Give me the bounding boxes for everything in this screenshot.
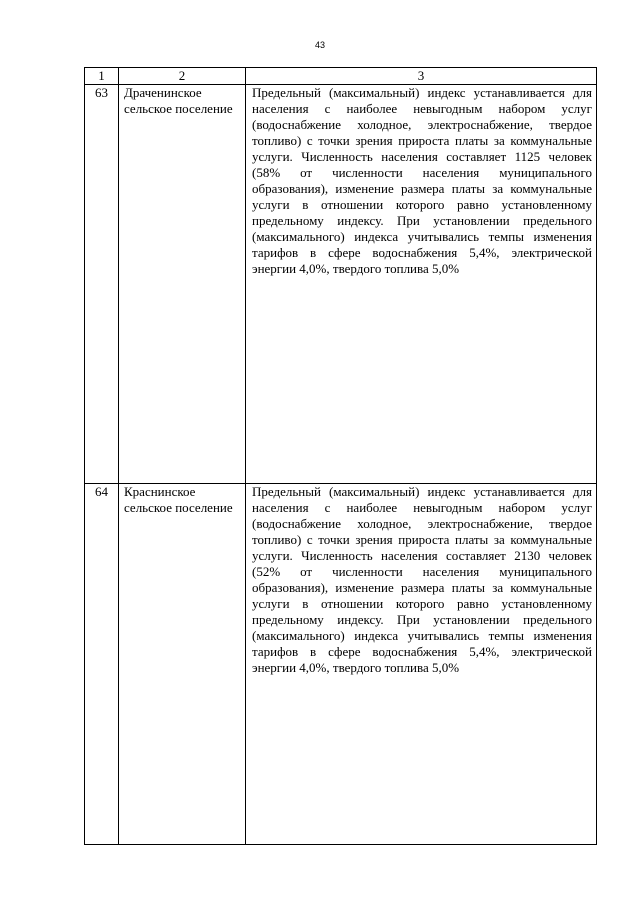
header-col-3: 3 (246, 68, 597, 85)
header-col-1: 1 (85, 68, 119, 85)
header-col-2: 2 (119, 68, 246, 85)
table-row (85, 484, 597, 845)
index-description: Предельный (максимальный) индекс устанавливается для населения с наиболее невыгодным набором услуг (водоснабжение холодное, электроснабжение, твердое топливо) с точки зрения прироста платы за коммунальные услуги. Численность населения составляет 1125 человек (58% от численности населения муниципального образования), изменение размера платы за коммунальные услуги в отношении которого равно установленному предельному индексу. При установлении предельного (максимального) индекса учитывались темпы изменения тарифов в сфере водоснабжения 5,4%, электрической энергии 4,0%, твердого топлива 5,0% (246, 85, 597, 484)
row-number: 63 (85, 85, 119, 484)
settlement-name: Краснинское сельское поселение (119, 484, 246, 845)
settlement-name: Драченинское сельское поселение (119, 85, 246, 484)
row-number: 64 (85, 484, 119, 845)
index-description: Предельный (максимальный) индекс устанавливается для населения с наиболее невыгодным набором услуг (водоснабжение холодное, электроснабжение, твердое топливо) с точки зрения прироста платы за коммунальные услуги. Численность населения составляет 2130 человек (52% от численности населения муниципального образования), изменение размера платы за коммунальные услуги в отношении которого равно установленному предельному индексу. При установлении предельного (максимального) индекса учитывались темпы изменения тарифов в сфере водоснабжения 5,4%, электрической энергии 4,0%, твердого топлива 5,0% (246, 484, 597, 845)
index-table (84, 67, 597, 845)
table-row (85, 85, 597, 484)
table-header-row (85, 68, 597, 85)
page-number: 43 (314, 40, 325, 50)
